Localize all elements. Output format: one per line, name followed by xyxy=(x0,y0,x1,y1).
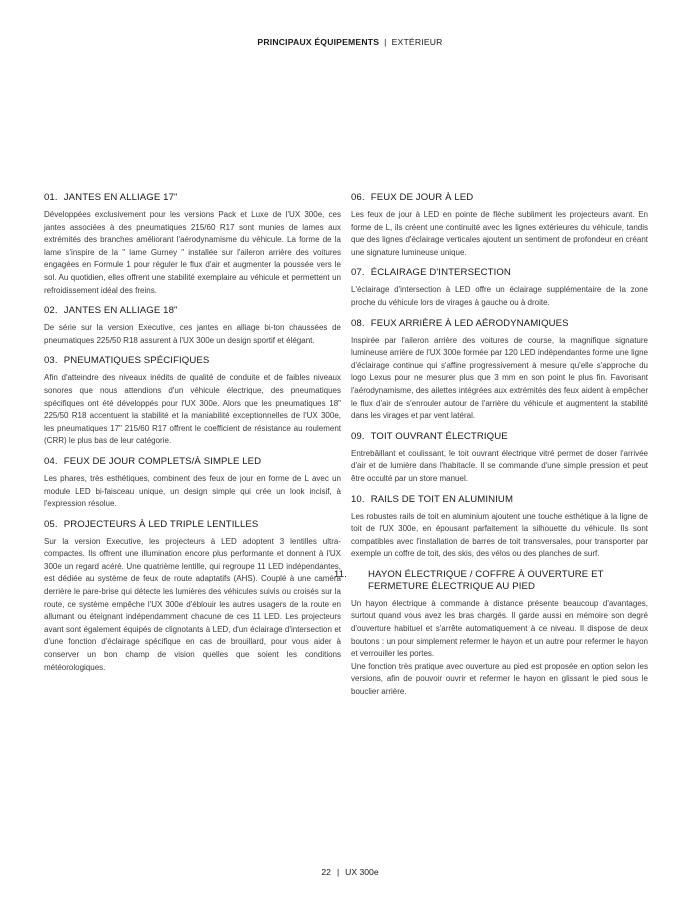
section-number: 11. xyxy=(334,568,347,580)
section-text: Les phares, très esthétiques, combinent des feux de jour en forme de L avec un module LED bi-faisceau unique, un design simple qui crée un look incisif, à l'expression résolue. xyxy=(44,473,341,509)
section-number: 02. xyxy=(44,305,58,317)
section-text: Les robustes rails de toit en aluminium ajoutent une touche esthétique à la ligne de toit de l'UX 300e, en épousant parfaitement la silhouette du véhicule. Ils sont compatibles avec l'installation de barres de toit transversales, pour transporter par exemple un coffre de toit, des skis, des vélos ou des planches de surf. xyxy=(351,511,648,559)
feature-section xyxy=(351,431,648,486)
feature-section xyxy=(44,355,341,448)
section-number: 05. xyxy=(44,518,58,530)
section-number: 07. xyxy=(351,267,365,279)
section-heading xyxy=(351,494,648,506)
section-text: Les feux de jour à LED en pointe de flèche subliment les projecteurs avant. En forme de L, ils créent une continuité avec les lignes extérieures du véhicule, tandis que des lignes d'éclairage verticales ajoutent un sentiment de profondeur en créant une signature lumineuse unique. xyxy=(351,210,648,257)
feature-section xyxy=(351,494,648,561)
header-section-title: PRINCIPAUX ÉQUIPEMENTS xyxy=(257,37,380,47)
page-number: 22 xyxy=(321,867,331,877)
section-text: Entrebâillant et coulissant, le toit ouvrant électrique vitré permet de doser l'arrivée d'air et de lumière dans l'habitacle. Il se commande d'une simple pression et peut être occulté par un store manuel. xyxy=(351,448,648,483)
feature-section xyxy=(351,192,648,259)
section-heading xyxy=(44,192,341,204)
feature-section xyxy=(351,267,648,309)
section-heading xyxy=(44,519,341,531)
section-title: JANTES EN ALLIAGE 18" xyxy=(63,305,178,317)
section-number: 03. xyxy=(44,355,58,367)
section-heading xyxy=(44,456,341,468)
section-heading xyxy=(44,355,341,367)
section-title: FEUX DE JOUR À LED xyxy=(370,192,474,203)
section-title: PROJECTEURS À LED TRIPLE LENTILLES xyxy=(63,518,259,530)
feature-section xyxy=(334,568,648,699)
section-title: JANTES EN ALLIAGE 17" xyxy=(63,192,178,203)
section-text: Afin d'atteindre des niveaux inédits de qualité de conduite et de faibles niveaux sonores que nous attendions d'un véhicule électrique, des pneumatiques spécifiques ont été développés pour l'UX 300e. Alors que les pneumatiques 18" 225/50 R18 accentuent la stabilité et la maniabilité exceptionnelles de l'UX 300e, les pneumatiques 17" 215/60 R17 offrent le coefficient de résistance au roulement (CRR) le plus bas de leur catégorie. xyxy=(44,373,341,446)
section-heading xyxy=(351,431,648,443)
section-title: TOIT OUVRANT ÉLECTRIQUE xyxy=(370,430,508,442)
footer-separator: | xyxy=(336,867,340,877)
feature-section xyxy=(44,519,341,675)
section-number: 06. xyxy=(351,192,365,203)
section-heading xyxy=(44,305,341,317)
section-number: 04. xyxy=(44,455,58,467)
section-text: Une fonction très pratique avec ouverture au pied est proposée en option selon les versions, afin de pouvoir ouvrir et refermer le hayon en glissant le pied sous le bouclier arrière. xyxy=(351,661,648,697)
section-title: FEUX ARRIÈRE À LED AÉRODYNAMIQUES xyxy=(370,317,569,329)
header-subsection: EXTÉRIEUR xyxy=(391,37,443,47)
left-column xyxy=(44,192,341,682)
feature-section xyxy=(44,456,341,511)
section-heading xyxy=(351,318,648,330)
section-text: Sur la version Executive, les projecteurs à LED adoptent 3 lentilles ultra-compactes. Ils offrent une illumination encore plus performante et donnent à l'UX 300e un regard acéré. Une quatrième lentille, qui regroupe 11 LED indépendantes, est dédiée au système de feux de route adaptatifs (AHS). Couplé à une caméra derrière le pare-brise qui détecte les lumières des véhicules suivis ou croisés sur la route, ce système empêche l'UX 300e d'éblouir les autres usagers de la route en allumant ou éteignant indépendamment chacune de ces 11 LED. Les projecteurs avant sont également équipés de clignotants à LED, d'un éclairage d'intersection et d'une fonction d'éclairage spécifique en cas de brouillard, pour vous aider à conserver un bon champ de vision quelles que soient les conditions météorologiques. xyxy=(44,536,341,672)
header-separator: | xyxy=(384,37,387,47)
right-column xyxy=(334,192,648,707)
section-title: HAYON ÉLECTRIQUE / COFFRE À OUVERTURE ET FERMETURE ÉLECTRIQUE AU PIED xyxy=(368,568,604,592)
section-number: 01. xyxy=(44,192,58,203)
page-header xyxy=(0,37,700,47)
section-text: Inspirée par l'aileron arrière des voitures de course, la magnifique signature lumineuse arrière de l'UX 300e formée par 120 LED indépendantes forme une ligne d'éclairage continue qui s'affine progressivement à mesure qu'elle s'approche du logo Lexus pour ne mesurer plus que 3 mm en son point le plus fin. Favorisant l'aérodynamisme, des ailettes intégrées aux extrémités des feux aident à empêcher le flux d'air de s'enrouler autour de l'arrière du véhicule et augmentent la stabilité dans les virages et par vent latéral. xyxy=(351,335,648,421)
section-title: ÉCLAIRAGE D'INTERSECTION xyxy=(370,267,511,279)
section-heading xyxy=(351,267,648,279)
section-heading xyxy=(351,192,648,204)
section-text: De série sur la version Executive, ces jantes en alliage bi-ton chaussées de pneumatiques 225/50 R18 assurent à l'UX 300e un design sportif et élégant. xyxy=(44,323,341,345)
feature-section xyxy=(44,305,341,347)
section-text: Développées exclusivement pour les versions Pack et Luxe de l'UX 300e, ces jantes associées à des pneumatiques 215/60 R17 sont munies de lames aux extrémités des branches améliorant l'aérodynamisme du véhicule. La forme de la lame s'inspire de la " lame Gurney " installée sur l'aileron arrière des voitures engagées en Formule 1 pour réguler le flux d'air et augmenter la poussée vers le sol. Au quotidien, elles offrent une stabilité exemplaire au véhicule et permettent un refroidissement idéal des freins. xyxy=(44,210,341,295)
section-title: FEUX DE JOUR COMPLETS/À SIMPLE LED xyxy=(63,455,262,467)
section-text: L'éclairage d'intersection à LED offre un éclairage supplémentaire de la zone proche du véhicule lors de virages à gauche ou à droite. xyxy=(351,285,648,307)
section-heading xyxy=(334,568,648,593)
section-text: Un hayon électrique à commande à distance présente beaucoup d'avantages, surtout quand vous avez les bras chargés. Il garde aussi en mémoire son degré d'ouverture habituel et s'arrête automatiquement à ce niveau. Il dispose de deux boutons : un pour simplement refermer le hayon et un autre pour refermer le hayon et verrouiller les portes. xyxy=(351,598,648,659)
section-title: PNEUMATIQUES SPÉCIFIQUES xyxy=(63,355,210,367)
section-title: RAILS DE TOIT EN ALUMINIUM xyxy=(370,493,514,505)
feature-section xyxy=(44,192,341,297)
section-number: 09. xyxy=(351,430,365,442)
section-number: 08. xyxy=(351,317,365,329)
footer-model: UX 300e xyxy=(345,867,379,877)
page-footer xyxy=(0,867,700,877)
feature-section xyxy=(351,318,648,423)
section-number: 10. xyxy=(351,493,365,505)
